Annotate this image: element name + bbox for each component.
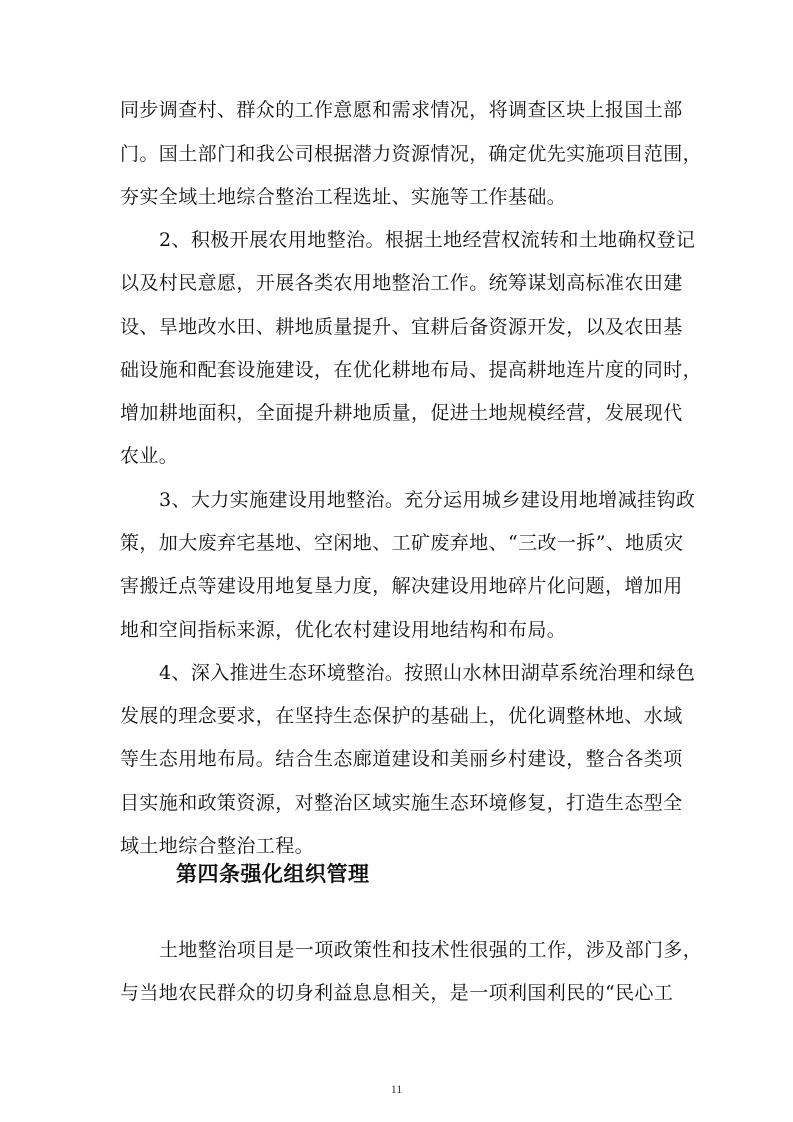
paragraph-3-line-3: 害搬迁点等建设用地复垦力度，解决建设用地碎片化问题，增加用 <box>120 575 683 597</box>
paragraph-3-line-4: 地和空间指标来源，优化农村建设用地结构和布局。 <box>120 619 567 641</box>
paragraph-4-line-4: 目实施和政策资源，对整治区域实施生态环境修复，打造生态型全 <box>120 792 683 814</box>
closing-paragraph-line-2: 与当地农民群众的切身利益息息相关，是一项利国利民的“民心工 <box>120 982 674 1004</box>
paragraph-2-line-4: 础设施和配套设施建设，在优化耕地布局、提高耕地连片度的同时， <box>120 359 703 381</box>
page-number: 11 <box>390 1082 403 1096</box>
section-heading: 第四条强化组织管理 <box>176 862 370 886</box>
paragraph-2-line-5: 增加耕地面积，全面提升耕地质量，促进土地规模经营，发展现代 <box>120 402 683 424</box>
paragraph-2-line-3: 设、旱地改水田、耕地质量提升、宜耕后备资源开发，以及农田基 <box>120 316 683 338</box>
paragraph-1-line-2: 门。国土部门和我公司根据潜力资源情况，确定优先实施项目范围， <box>120 143 703 165</box>
paragraph-2-line-6: 农业。 <box>120 445 179 467</box>
paragraph-2-line-1: 2、积极开展农用地整治。根据土地经营权流转和土地确权登记 <box>159 229 696 251</box>
paragraph-1-line-3: 夯实全域土地综合整治工程选址、实施等工作基础。 <box>120 186 567 208</box>
paragraph-2-line-2: 以及村民意愿，开展各类农用地整治工作。统筹谋划高标准农田建 <box>120 272 683 294</box>
paragraph-4-line-2: 发展的理念要求，在坚持生态保护的基础上，优化调整林地、水域 <box>120 705 683 727</box>
paragraph-4-line-3: 等生态用地布局。结合生态廊道建设和美丽乡村建设，整合各类项 <box>120 748 683 770</box>
paragraph-3-line-2: 策，加大废弃宅基地、空闲地、工矿废弃地、“三改一拆”、地质灾 <box>120 532 684 554</box>
closing-paragraph-line-1: 土地整治项目是一项政策性和技术性很强的工作，涉及部门多， <box>159 939 703 961</box>
paragraph-4-line-5: 域土地综合整治工程。 <box>120 835 315 857</box>
paragraph-4-line-1: 4、深入推进生态环境整治。按照山水林田湖草系统治理和绿色 <box>159 662 696 684</box>
paragraph-3-line-1: 3、大力实施建设用地整治。充分运用城乡建设用地增减挂钩政 <box>159 489 696 511</box>
paragraph-1-line-1: 同步调查村、群众的工作意愿和需求情况，将调查区块上报国土部 <box>120 99 683 121</box>
